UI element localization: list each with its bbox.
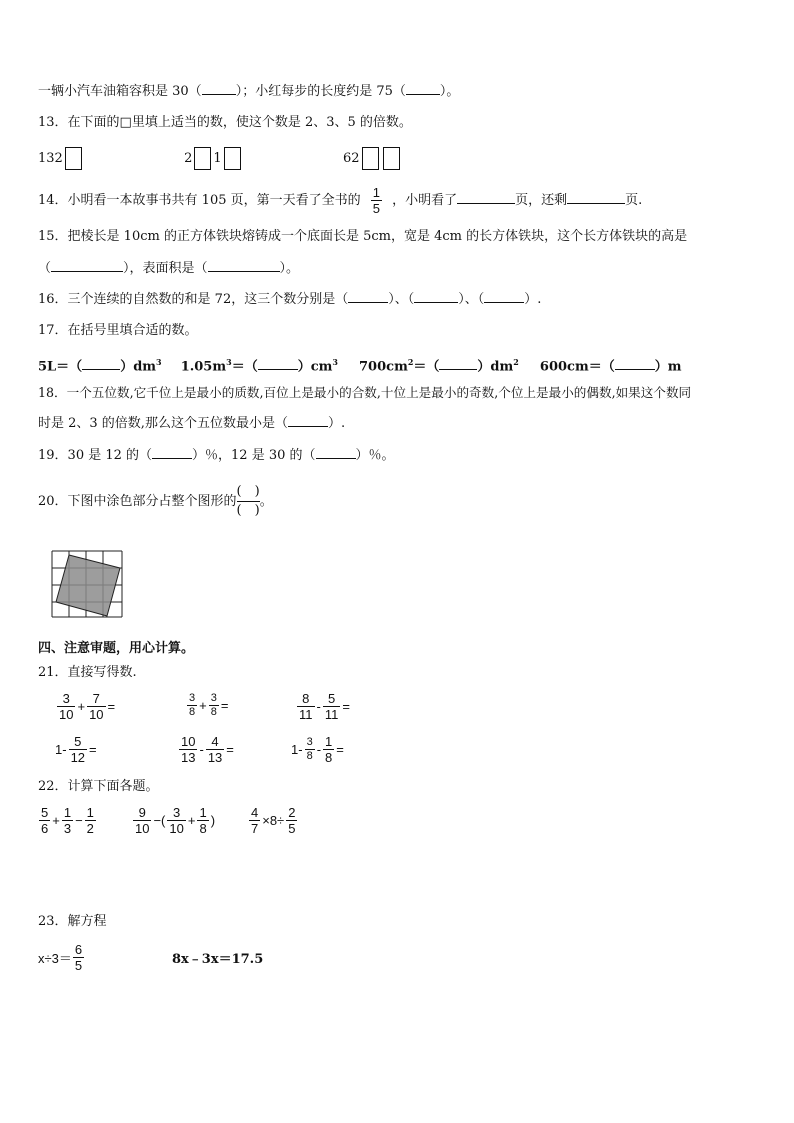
digit-box[interactable]	[194, 147, 211, 170]
fraction: $\frac{8}{11}$	[299, 691, 313, 722]
q22-expr-3: $\frac{4}{7}$ ×8÷ $\frac{2}{5}$	[251, 805, 296, 836]
q14: 14．小明看一本故事书共有 105 页，第一天看了全书的 $\frac{1}{5}$ ，小明看了 页，还剩 页.	[38, 185, 643, 216]
answer-blank[interactable]	[82, 357, 120, 370]
q15-line2: （ ），表面积是（ ）。	[38, 261, 300, 276]
answer-blank[interactable]	[567, 191, 625, 204]
fraction: $\frac{3}{8}$	[210, 692, 217, 718]
answer-blank[interactable]	[316, 446, 356, 459]
fraction: $\frac{1}{8}$	[325, 734, 333, 765]
answer-blank[interactable]	[348, 290, 388, 303]
q22-title: 22．计算下面各题。	[38, 779, 159, 794]
q23-title: 23．解方程	[38, 914, 107, 929]
answer-blank[interactable]	[406, 82, 440, 95]
q22-expr-1: $\frac{5}{6}$ + $\frac{1}{3}$ − $\frac{1}{2}$	[41, 805, 94, 836]
q12-tail: 一辆小汽车油箱容积是 30（ ）；小红每步的长度约是 75（ ）。	[38, 84, 460, 99]
fraction: $\frac{3}{10}$	[169, 805, 184, 836]
answer-blank[interactable]	[615, 357, 655, 370]
fraction: $\frac{7}{10}$	[89, 691, 104, 722]
section-heading: 四、注意审题，用心计算。	[38, 641, 195, 656]
q21-expr-2: $\frac{3}{8}$ + $\frac{3}{8}$ =	[189, 692, 229, 718]
fraction-blank[interactable]: $\frac{( )}{( )}$	[236, 484, 260, 518]
fraction: $\frac{10}{13}$	[181, 734, 196, 765]
fraction: $\frac{3}{8}$	[306, 736, 313, 762]
fraction: $\frac{9}{10}$	[135, 805, 150, 836]
answer-blank[interactable]	[439, 357, 477, 370]
fraction: $\frac{1}{2}$	[86, 805, 94, 836]
answer-blank[interactable]	[208, 259, 280, 272]
digit-box[interactable]	[362, 147, 379, 170]
q15-line1: 15．把棱长是 10cm 的正方体铁块熔铸成一个底面长是 5cm，宽是 4cm 的长方体铁块，这个长方体铁块的高是	[38, 229, 688, 244]
answer-blank[interactable]	[484, 290, 524, 303]
fraction: $\frac{5}{11}$	[324, 691, 339, 722]
q21-title: 21．直接写得数.	[38, 665, 137, 680]
q21-expr-5: $\frac{10}{13}$ - $\frac{4}{13}$ =	[181, 734, 234, 765]
fraction: $\frac{3}{10}$	[59, 691, 74, 722]
q21-expr-3: $\frac{8}{11}$ - $\frac{5}{11}$ =	[299, 691, 350, 722]
q13-text: 13．在下面的□里填上适当的数，使这个数是 2、3、5 的倍数。	[38, 115, 412, 130]
fraction: $\frac{6}{5}$	[74, 942, 83, 973]
q17-items: 5L＝（ ）$dm^3$ $1.05m^3=$（ ）$cm^3$ $700cm^2=$（ ）$dm^2$ 600cm＝（ ）m	[38, 357, 682, 375]
digit-box[interactable]	[224, 147, 241, 170]
answer-blank[interactable]	[51, 259, 123, 272]
fraction: $\frac{1}{3}$	[63, 805, 72, 836]
answer-blank[interactable]	[288, 414, 328, 427]
answer-blank[interactable]	[202, 82, 236, 95]
fraction: $\frac{2}{5}$	[288, 805, 296, 836]
fraction: $\frac{1}{5}$	[372, 185, 380, 216]
fraction: $\frac{5}{12}$	[70, 734, 86, 765]
digit-box[interactable]	[383, 147, 400, 170]
q16: 16．三个连续的自然数的和是 72，这三个数分别是（ ）、（ ）、（ ）.	[38, 292, 542, 307]
q20: 20．下图中涂色部分占整个图形的 $\frac{( )}{( )}$ 。	[38, 484, 273, 518]
q22-expr-2: $\frac{9}{10}$ −( $\frac{3}{10}$ + $\frac{1}{8}$ )	[135, 805, 216, 836]
q17-title: 17．在括号里填合适的数。	[38, 323, 198, 338]
shaded-region	[56, 555, 120, 616]
digit-box[interactable]	[65, 147, 82, 170]
answer-blank[interactable]	[457, 191, 515, 204]
shaded-square-figure	[50, 549, 124, 619]
q23-equation-2: 8x﹣3x＝17.5	[172, 952, 264, 967]
fraction: $\frac{3}{8}$	[189, 692, 196, 718]
answer-blank[interactable]	[258, 357, 298, 370]
q18-line2: 时是 2、3 的倍数,那么这个五位数最小是（ ）.	[38, 416, 346, 431]
q21-expr-1: $\frac{3}{10}$ + $\frac{7}{10}$ =	[59, 691, 116, 722]
answer-blank[interactable]	[414, 290, 458, 303]
q21-expr-6: 1- $\frac{3}{8}$ - $\frac{1}{8}$ =	[291, 734, 344, 765]
q23-equation-1: x÷3＝ $\frac{6}{5}$	[38, 942, 83, 973]
q19: 19．30 是 12 的（ ）％，12 是 30 的（ ）％。	[38, 448, 395, 463]
q18-line1: 18．一个五位数,它千位上是最小的质数,百位上是最小的合数,十位上是最小的奇数,个位上是最小的偶数,如果这个数同	[38, 385, 692, 400]
fraction: $\frac{5}{6}$	[41, 805, 49, 836]
fraction: $\frac{1}{8}$	[199, 805, 207, 836]
fraction: $\frac{4}{7}$	[251, 805, 259, 836]
q21-expr-4: 1- $\frac{5}{12}$ =	[55, 734, 97, 765]
q13-numbers: 132 2 1 62	[38, 147, 402, 171]
answer-blank[interactable]	[152, 446, 192, 459]
fraction: $\frac{4}{13}$	[207, 734, 223, 765]
